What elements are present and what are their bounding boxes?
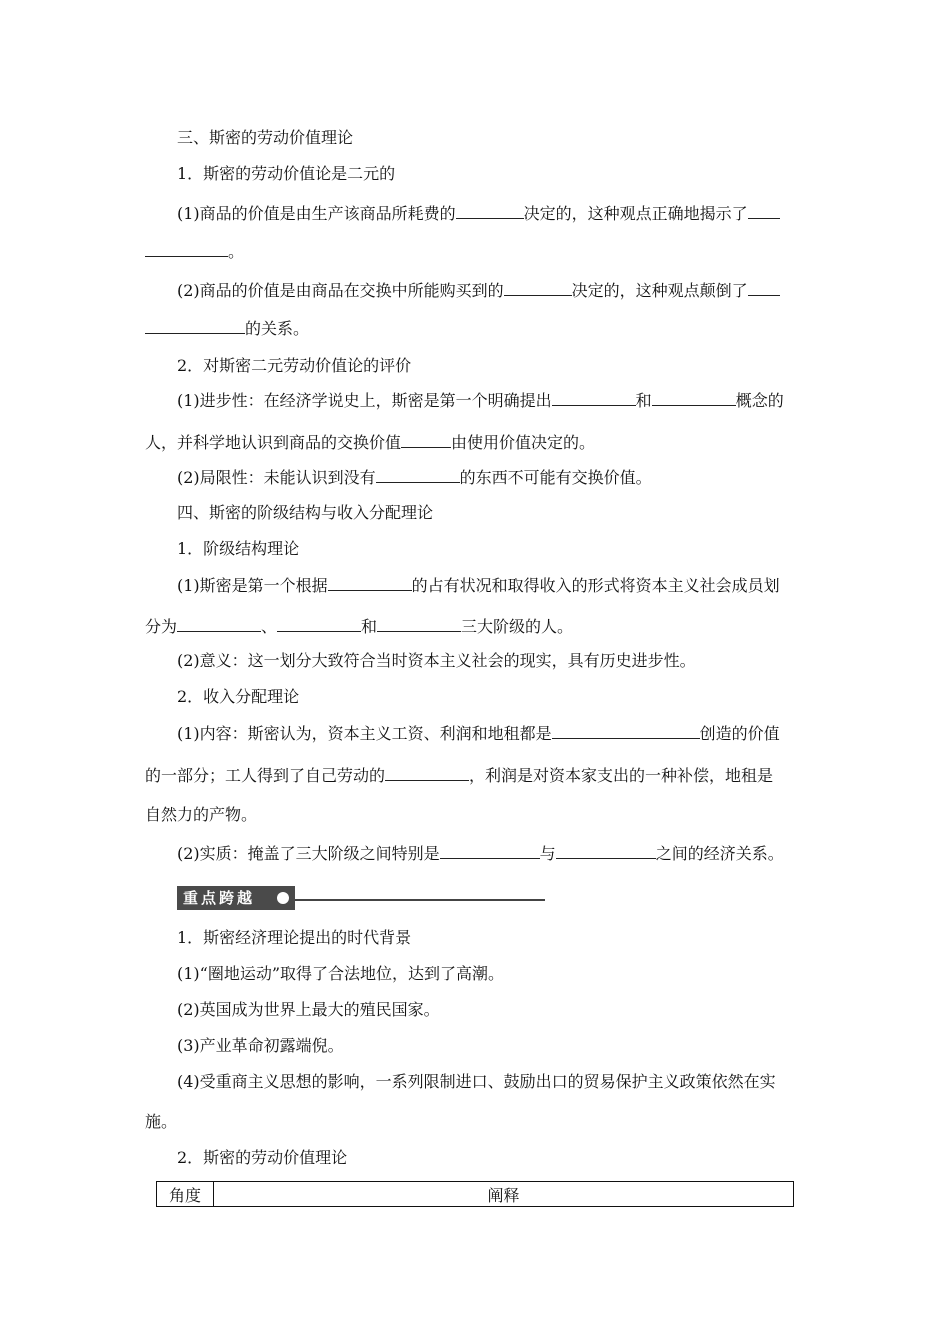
- text: (1)进步性：在经济学说史上，斯密是第一个明确提出: [177, 391, 552, 410]
- banner-dot-icon: [277, 892, 289, 904]
- line-3: [177, 203, 780, 224]
- line-m3: [177, 1000, 440, 1020]
- line-m1: [177, 928, 411, 948]
- text: ，利润是对资本家支出的一种补偿，地租是: [469, 766, 774, 785]
- fill-blank[interactable]: [748, 203, 780, 219]
- text: 的占有状况和取得收入的形式将资本主义社会成员划: [411, 576, 780, 595]
- line-10: [177, 467, 652, 488]
- line-17: [177, 723, 780, 744]
- fill-blank[interactable]: [556, 843, 656, 859]
- line-14: [145, 616, 573, 637]
- header-cell-explanation: 阐释: [214, 1182, 794, 1207]
- text: (2)局限性：未能认识到没有: [177, 468, 376, 487]
- line-18: [145, 765, 773, 786]
- line-section-3-title: [177, 128, 353, 148]
- text: 1．阶级结构理论: [177, 539, 300, 558]
- line-section-4-title: [177, 503, 433, 523]
- fill-blank[interactable]: [552, 390, 636, 406]
- fill-blank[interactable]: [277, 616, 361, 632]
- text: (4)受重商主义思想的影响，一系列限制进口、鼓励出口的贸易保护主义政策依然在实: [177, 1072, 776, 1091]
- table-header-row: [157, 1182, 794, 1207]
- text: 1．斯密的劳动价值论是二元的: [177, 164, 396, 183]
- line-6: [145, 318, 309, 339]
- line-19: [145, 805, 257, 825]
- line-m2: [177, 964, 504, 984]
- text: (2)意义：这一划分大致符合当时资本主义社会的现实，具有历史进步性。: [177, 651, 696, 670]
- banner-rule: [295, 899, 545, 901]
- fill-blank[interactable]: [385, 765, 469, 781]
- text: 2．收入分配理论: [177, 687, 300, 706]
- text: 2．斯密的劳动价值理论: [177, 1148, 348, 1167]
- line-9: [145, 432, 595, 453]
- text: 与: [539, 844, 556, 863]
- text: (1)斯密是第一个根据: [177, 576, 328, 595]
- text: 、: [261, 617, 278, 636]
- line-13: [177, 575, 780, 596]
- text: 三大阶级的人。: [461, 617, 574, 636]
- line-m7: [177, 1148, 347, 1168]
- text: 1．斯密经济理论提出的时代背景: [177, 928, 412, 947]
- line-16: [177, 687, 299, 707]
- fill-blank[interactable]: [401, 432, 451, 448]
- text: 四、斯密的阶级结构与收入分配理论: [177, 503, 434, 522]
- fill-blank[interactable]: [145, 241, 228, 257]
- text: 的关系。: [245, 319, 310, 338]
- banner-label: 重点跨越: [177, 886, 295, 910]
- line-15: [177, 651, 696, 671]
- text: (1)商品的价值是由生产该商品所耗费的: [177, 204, 456, 223]
- text: 。: [228, 242, 245, 261]
- fill-blank[interactable]: [328, 575, 412, 591]
- fill-blank[interactable]: [456, 203, 524, 219]
- fill-blank[interactable]: [504, 280, 572, 296]
- text: 的一部分；工人得到了自己劳动的: [145, 766, 386, 785]
- text: 的东西不可能有交换价值。: [459, 468, 652, 487]
- text: 决定的，这种观点正确地揭示了: [523, 204, 748, 223]
- line-item-2: [177, 356, 411, 376]
- text: 和: [361, 617, 378, 636]
- line-m5: [177, 1072, 776, 1092]
- line-m4: [177, 1036, 344, 1056]
- line-4: [145, 241, 244, 262]
- fill-blank[interactable]: [376, 467, 460, 483]
- fill-blank[interactable]: [652, 390, 736, 406]
- text: (3)产业革命初露端倪。: [177, 1036, 344, 1055]
- text: 三、斯密的劳动价值理论: [177, 128, 354, 147]
- line-8: [177, 390, 784, 411]
- text: 创造的价值: [699, 724, 780, 743]
- text: (1)“圈地运动”取得了合法地位，达到了高潮。: [177, 964, 505, 983]
- fill-blank[interactable]: [440, 843, 540, 859]
- line-20: [177, 843, 784, 864]
- fill-blank[interactable]: [177, 616, 261, 632]
- line-5: [177, 280, 780, 301]
- text: 决定的，这种观点颠倒了: [571, 281, 748, 300]
- section-banner: [177, 886, 545, 910]
- fill-blank[interactable]: [377, 616, 461, 632]
- fill-blank[interactable]: [748, 280, 780, 296]
- text: 由使用价值决定的。: [451, 433, 596, 452]
- labor-value-table: [156, 1181, 794, 1207]
- line-m6: [145, 1112, 177, 1132]
- line-item-1: [177, 164, 395, 184]
- text: 之间的经济关系。: [655, 844, 784, 863]
- text: 概念的: [735, 391, 784, 410]
- text: 人，并科学地认识到商品的交换价值: [145, 433, 402, 452]
- text: (2)商品的价值是由商品在交换中所能购买到的: [177, 281, 504, 300]
- text: 和: [635, 391, 652, 410]
- text: 分为: [145, 617, 178, 636]
- header-cell-angle: 角度: [157, 1182, 214, 1207]
- fill-blank[interactable]: [145, 318, 245, 334]
- text: (2)实质：掩盖了三大阶级之间特别是: [177, 844, 440, 863]
- text: 自然力的产物。: [145, 805, 258, 824]
- line-12: [177, 539, 299, 559]
- text: 2．对斯密二元劳动价值论的评价: [177, 356, 412, 375]
- text: (1)内容：斯密认为，资本主义工资、利润和地租都是: [177, 724, 552, 743]
- text: 施。: [145, 1112, 178, 1131]
- fill-blank[interactable]: [552, 723, 700, 739]
- text: (2)英国成为世界上最大的殖民国家。: [177, 1000, 440, 1019]
